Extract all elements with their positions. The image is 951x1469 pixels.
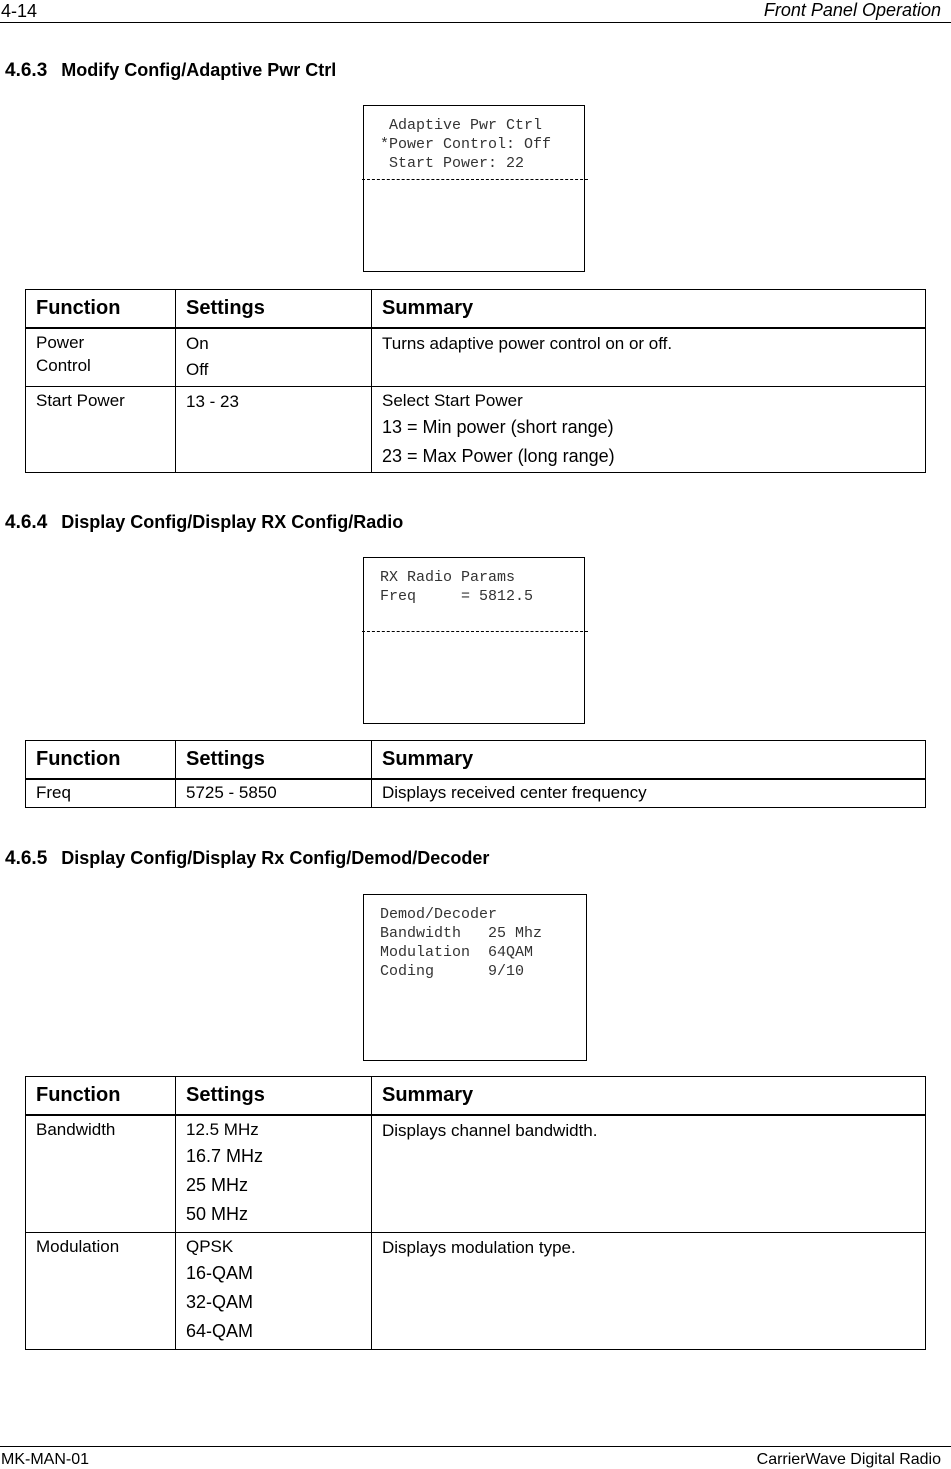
function-table xyxy=(25,289,926,473)
summary-cell: Displays channel bandwidth. xyxy=(382,1121,598,1140)
setting-value: 13 - 23 xyxy=(186,391,239,411)
page-number: 4-14 xyxy=(1,1,38,21)
setting-value: 50 MHz xyxy=(186,1204,249,1224)
lcd-display xyxy=(363,894,587,1061)
header-settings: Settings xyxy=(176,1077,372,1116)
lcd-line: Coding 9/10 xyxy=(380,963,525,980)
header-settings: Settings xyxy=(176,741,372,780)
function-table xyxy=(25,1076,926,1350)
setting-value: QPSK xyxy=(186,1236,234,1256)
chapter-title: Front Panel Operation xyxy=(763,0,941,20)
summary-cell: 13 = Min power (short range) xyxy=(382,416,614,437)
section-title: Display Config/Display Rx Config/Demod/Decoder xyxy=(61,848,490,868)
section-title: Modify Config/Adaptive Pwr Ctrl xyxy=(61,60,337,80)
header-function: Function xyxy=(26,1077,176,1116)
header-summary: Summary xyxy=(372,290,926,329)
lcd-display xyxy=(363,557,585,724)
table-header-row xyxy=(26,1077,926,1116)
header-summary: Summary xyxy=(372,1077,926,1116)
section-number: 4.6.4 xyxy=(5,512,48,533)
summary-cell: Turns adaptive power control on or off. xyxy=(382,334,673,353)
table-row xyxy=(26,386,926,472)
section-number: 4.6.3 xyxy=(5,60,48,81)
lcd-line: *Power Control: Off xyxy=(380,136,552,153)
header-rule xyxy=(0,22,951,23)
function-table xyxy=(25,740,926,808)
table-row xyxy=(26,1232,926,1349)
lcd-line: Modulation 64QAM xyxy=(380,944,534,961)
header-function: Function xyxy=(26,741,176,780)
table-row xyxy=(26,328,926,386)
section-number: 4.6.5 xyxy=(5,848,48,869)
function-cell: Control xyxy=(36,356,91,375)
lcd-line: Bandwidth 25 Mhz xyxy=(380,925,543,942)
document-id: MK-MAN-01 xyxy=(1,1451,90,1468)
function-cell: Power xyxy=(36,333,85,352)
table-header-row xyxy=(26,290,926,329)
function-cell: Freq xyxy=(36,783,71,802)
setting-value: 32-QAM xyxy=(186,1291,254,1312)
setting-value: 16-QAM xyxy=(186,1262,254,1283)
footer-rule xyxy=(0,1446,951,1447)
lcd-line: Freq = 5812.5 xyxy=(380,588,534,605)
function-cell: Modulation xyxy=(36,1236,120,1256)
header-function: Function xyxy=(26,290,176,329)
table-row xyxy=(26,779,926,807)
lcd-display xyxy=(363,105,585,272)
header-summary: Summary xyxy=(372,741,926,780)
header-settings: Settings xyxy=(176,290,372,329)
summary-cell: Displays modulation type. xyxy=(382,1237,576,1257)
table-row xyxy=(26,1115,926,1232)
lcd-line: Start Power: 22 xyxy=(380,155,525,172)
section-heading xyxy=(5,512,403,534)
summary-cell: Select Start Power xyxy=(382,390,523,410)
setting-value: On xyxy=(186,334,209,353)
summary-cell: 23 = Max Power (long range) xyxy=(382,445,615,466)
section-heading xyxy=(5,60,336,82)
function-cell: Start Power xyxy=(36,390,125,410)
setting-value: 5725 - 5850 xyxy=(186,783,277,802)
lcd-line: Demod/Decoder xyxy=(380,906,498,923)
lcd-divider xyxy=(362,631,588,632)
summary-cell: Displays received center frequency xyxy=(382,783,647,802)
section-heading xyxy=(5,848,489,870)
setting-value: 12.5 MHz xyxy=(186,1120,259,1139)
product-name: CarrierWave Digital Radio xyxy=(756,1451,941,1468)
lcd-line: Adaptive Pwr Ctrl xyxy=(380,117,543,134)
setting-value: Off xyxy=(186,360,209,379)
setting-value: 16.7 MHz xyxy=(186,1146,264,1166)
table-header-row xyxy=(26,741,926,780)
function-cell: Bandwidth xyxy=(36,1120,116,1139)
setting-value: 25 MHz xyxy=(186,1175,249,1195)
lcd-divider xyxy=(362,179,588,180)
section-title: Display Config/Display RX Config/Radio xyxy=(61,512,404,532)
lcd-line: RX Radio Params xyxy=(380,569,516,586)
setting-value: 64-QAM xyxy=(186,1320,254,1341)
